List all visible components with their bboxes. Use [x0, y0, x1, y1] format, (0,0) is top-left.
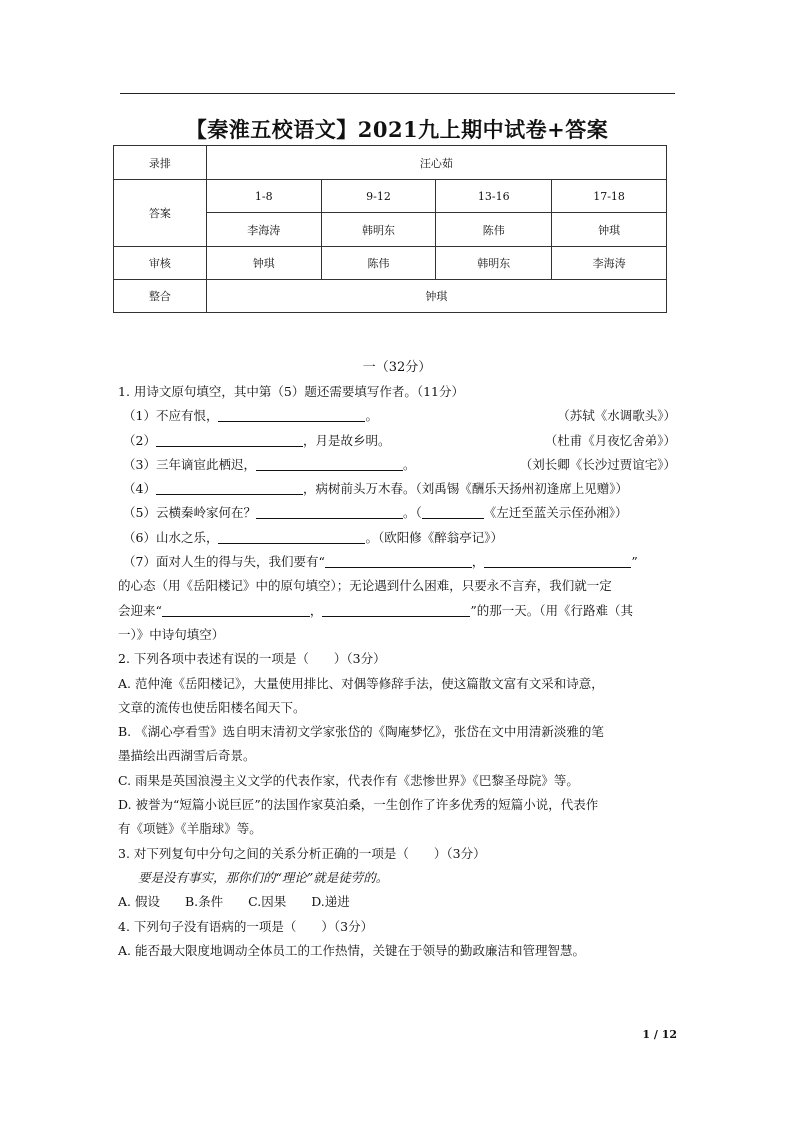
section-heading: 一（32分）: [362, 360, 432, 375]
line-text: 。: [365, 408, 378, 424]
table-cell: 汪心茹: [206, 146, 666, 180]
row-label: 整合: [114, 280, 207, 313]
line-text: ，病树前头万木春。（刘禹锡《酬乐天扬州初逢席上见赠》）: [302, 481, 628, 497]
line-text: ，: [471, 554, 485, 570]
source-citation: （苏轼《水调歌头》）: [557, 408, 676, 424]
header-rule: [120, 93, 675, 94]
line-text: 。（欧阳修《醉翁亭记》）: [365, 529, 503, 545]
line-text: 的心态（用《岳阳楼记》中的原句填空）；无论遇到什么困难，只要永不言弃，我们就一定: [118, 578, 612, 594]
answer-blank[interactable]: [256, 456, 403, 471]
question-stem: 1. 用诗文原句填空，其中第（5）题还需要填写作者。（11分）: [118, 384, 465, 399]
line-text: ”: [631, 554, 638, 570]
answer-blank[interactable]: [322, 602, 470, 617]
line-text: 。: [402, 456, 416, 472]
table-cell: 9-12: [321, 180, 436, 213]
answer-blank[interactable]: [156, 480, 303, 495]
line-text: （1）不应有恨，: [123, 408, 219, 424]
line-text: （5）云横秦岭家何在？: [123, 505, 256, 521]
table-cell: 李海涛: [206, 213, 321, 247]
answer-blank[interactable]: [162, 602, 310, 617]
line-text: ”的那一天。（用《行路难（其: [470, 602, 634, 618]
option-b-cont: 墨描绘出西湖雪后奇景。: [118, 748, 256, 764]
question-stem: 3. 对下列复句中分句之间的关系分析正确的一项是（ ）（3分）: [118, 845, 486, 861]
document-title: 【秦淮五校语文】2021九上期中试卷+答案: [185, 117, 609, 142]
credits-table: [113, 145, 667, 313]
option-a: A. 能否最大限度地调动全体员工的工作热情，关键在于领导的勤政廉洁和管理智慧。: [118, 942, 585, 958]
line-text: （2）: [123, 432, 156, 448]
table-row: [114, 180, 667, 213]
line-text: （3）三年谪宦此栖迟，: [123, 456, 256, 472]
answer-blank[interactable]: [325, 553, 472, 568]
author-blank[interactable]: [422, 504, 484, 519]
fill-line: [118, 526, 678, 550]
fill-line: [118, 453, 678, 477]
source-citation: （杜甫《月夜忆舍弟》）: [544, 432, 676, 448]
table-row: [114, 280, 667, 313]
question-stem: 4. 下列句子没有语病的一项是（ ）（3分）: [118, 918, 374, 934]
answer-blank[interactable]: [484, 553, 631, 568]
question-stem: 2. 下列各项中表述有误的一项是（ ）（3分）: [118, 651, 386, 667]
fill-line: [118, 404, 678, 428]
line-text: （4）: [123, 481, 156, 497]
table-cell: 钟琪: [552, 213, 667, 247]
line-text: 一）》中诗句填空）: [118, 626, 225, 642]
example-sentence: 要是没有事实，那你们的“理论”就是徒劳的。: [138, 869, 389, 885]
table-cell: 陈伟: [321, 247, 436, 280]
fill-line: [118, 501, 678, 525]
table-cell: 13-16: [436, 180, 552, 213]
table-cell: 钟琪: [206, 247, 321, 280]
option-c: C. 雨果是英国浪漫主义文学的代表作家，代表作有《悲惨世界》《巴黎圣母院》等。: [118, 772, 579, 788]
line-text: 。（: [402, 505, 422, 521]
line-text: （6）山水之乐，: [123, 529, 219, 545]
fill-line: [118, 550, 678, 574]
fill-line: [118, 599, 678, 623]
line-text: ，: [309, 602, 323, 618]
table-cell: 钟琪: [206, 280, 666, 313]
line-text: ，月是故乡明。: [302, 432, 391, 448]
table-row: [114, 247, 667, 280]
option-a: A. 范仲淹《岳阳楼记》，大量使用排比、对偶等修辞手法，使这篇散文富有文采和诗意，: [118, 675, 604, 691]
option-a-cont: 文章的流传也使岳阳楼名闻天下。: [118, 699, 306, 715]
option-d-cont: 有《项链》《羊脂球》等。: [118, 821, 262, 837]
answer-blank[interactable]: [156, 432, 303, 447]
table-cell: 韩明东: [436, 247, 552, 280]
row-label: 录排: [114, 146, 207, 180]
table-cell: 17-18: [552, 180, 667, 213]
option-d: D. 被誉为“短篇小说巨匠”的法国作家莫泊桑，一生创作了许多优秀的短篇小说，代表作: [118, 797, 599, 813]
table-cell: 李海涛: [552, 247, 667, 280]
line-text: （7）面对人生的得与失，我们要有“: [123, 554, 325, 570]
question-body: [118, 380, 678, 963]
line-text: 《左迁至蓝关示侄孙湘》）: [483, 505, 628, 521]
answer-blank[interactable]: [218, 529, 365, 544]
table-row: [114, 146, 667, 180]
source-citation: （刘长卿《长沙过贾谊宅》）: [519, 456, 676, 472]
fill-line: [118, 477, 678, 501]
fill-line: [118, 429, 678, 453]
table-cell: 1-8: [206, 180, 321, 213]
row-label: 答案: [114, 180, 207, 247]
row-label: 审核: [114, 247, 207, 280]
answer-blank[interactable]: [256, 504, 403, 519]
line-text: 会迎来“: [118, 602, 162, 618]
table-cell: 韩明东: [321, 213, 436, 247]
page-number: 1 / 12: [642, 1028, 677, 1041]
option-b: B. 《湖心亭看雪》选自明末清初文学家张岱的《陶庵梦忆》，张岱在文中用清新淡雅的笔: [118, 724, 604, 740]
options-row: A. 假设 B.条件 C.因果 D.递进: [118, 894, 350, 910]
answer-blank[interactable]: [218, 407, 365, 422]
table-cell: 陈伟: [436, 213, 552, 247]
